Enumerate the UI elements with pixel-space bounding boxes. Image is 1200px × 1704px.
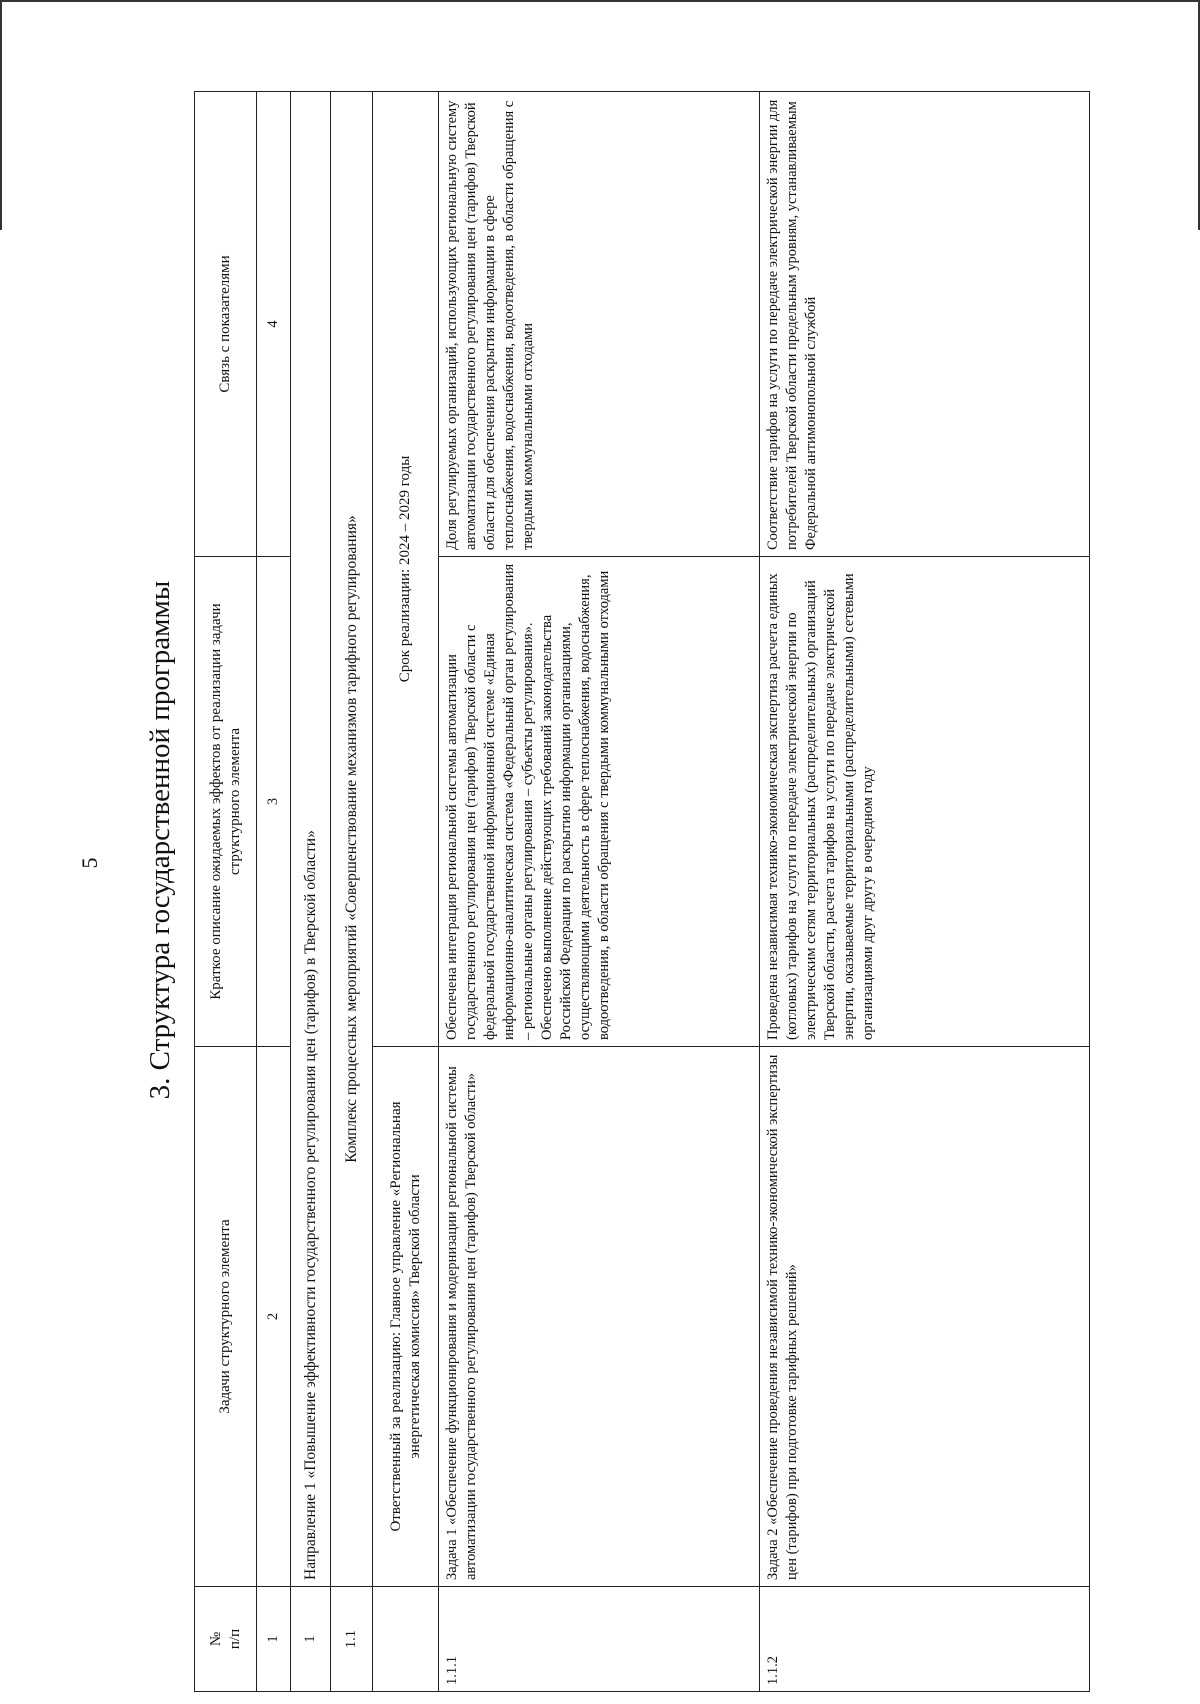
task-effect: Проведена независимая технико-экономическая экспертиза расчета единых (котловых) тарифов на услуги по передаче электрической энергии по электрическим сетям территориальных (распределительных) организаций Тверской области, расчета тарифов на услуги по передаче электрической энергии, оказываемые территориальными (распределительными) сетевыми организациями друг другу в очередном году — [759, 557, 1089, 1047]
task-text: Задача 1 «Обеспечение функционирования и модернизации региональной системы автоматизации государственного регулирования цен (тарифов) Тверской области» — [439, 1047, 759, 1587]
page-title: 3. Структура государственной программы — [144, 580, 176, 1100]
index-cell: 4 — [257, 92, 291, 557]
complex-row — [331, 92, 373, 1692]
structure-table-frame — [194, 92, 1090, 1692]
index-cell: 1 — [257, 1587, 291, 1692]
index-cell: 3 — [257, 557, 291, 1047]
table-row — [759, 92, 1089, 1692]
header-task: Задачи структурного элемента — [195, 1047, 257, 1587]
header-effect: Краткое описание ожидаемых эффектов от реализации задачи структурного элемента — [195, 557, 257, 1047]
task-num: 1.1.1 — [439, 1587, 759, 1692]
scan-edge-left — [0, 0, 2, 230]
scan-edge-top — [0, 0, 1200, 2]
table-index-row — [257, 92, 291, 1692]
index-cell: 2 — [257, 1047, 291, 1587]
table-row — [439, 92, 759, 1692]
page-number: 5 — [77, 857, 102, 869]
header-num: № п/п — [195, 1587, 257, 1692]
task-num: 1.1.2 — [759, 1587, 1089, 1692]
complex-text: Комплекс процессных мероприятий «Совершенствование механизмов тарифного регулирования» — [331, 92, 373, 1587]
complex-num: 1.1 — [331, 1587, 373, 1692]
task-link: Соответствие тарифов на услуги по передаче электрической энергии для потребителей Тверской области предельным уровням, устанавливаемым Федеральной антимонопольной службой — [759, 92, 1089, 557]
table-header-row — [195, 92, 257, 1692]
responsible-row — [373, 92, 439, 1692]
responsible-num-empty — [373, 1587, 439, 1692]
task-link: Доля регулируемых организаций, использующих региональную систему автоматизации государственного регулирования цен (тарифов) Тверской области для обеспечения раскрытия информации в сфере теплоснабжения, водоснабжения, водоотведения, в области обращения с твердыми коммунальными отходами — [439, 92, 759, 557]
direction-num: 1 — [291, 1587, 331, 1692]
direction-text: Направление 1 «Повышение эффективности государственного регулирования цен (тарифов) в Тверской области» — [291, 92, 331, 1587]
term-text: Срок реализации: 2024 – 2029 годы — [373, 92, 439, 1047]
header-link: Связь с показателями — [195, 92, 257, 557]
task-effect: Обеспечена интеграция региональной системы автоматизации государственного регулирования цен (тарифов) Тверской области с федеральной государственной информационной системе «Единая информационно-аналитическая система «Федеральный орган регулирования – региональные органы регулирования – субъекты регулирования». Обеспечено выполнение действующих требований законодательства Российской Федерации по раскрытию информации организациями, осуществляющими деятельность в сфере теплоснабжения, водоснабжения, водоотведения, в области обращения с твердыми коммунальными отходами — [439, 557, 759, 1047]
responsible-text: Ответственный за реализацию: Главное управление «Региональная энергетическая комиссия» Тверской области — [373, 1047, 439, 1587]
structure-table — [194, 91, 1090, 1692]
task-text: Задача 2 «Обеспечение проведения независимой технико-экономической экспертизы цен (тарифов) при подготовке тарифных решений» — [759, 1047, 1089, 1587]
direction-row — [291, 92, 331, 1692]
structure-table-rotated — [194, 92, 1090, 1692]
